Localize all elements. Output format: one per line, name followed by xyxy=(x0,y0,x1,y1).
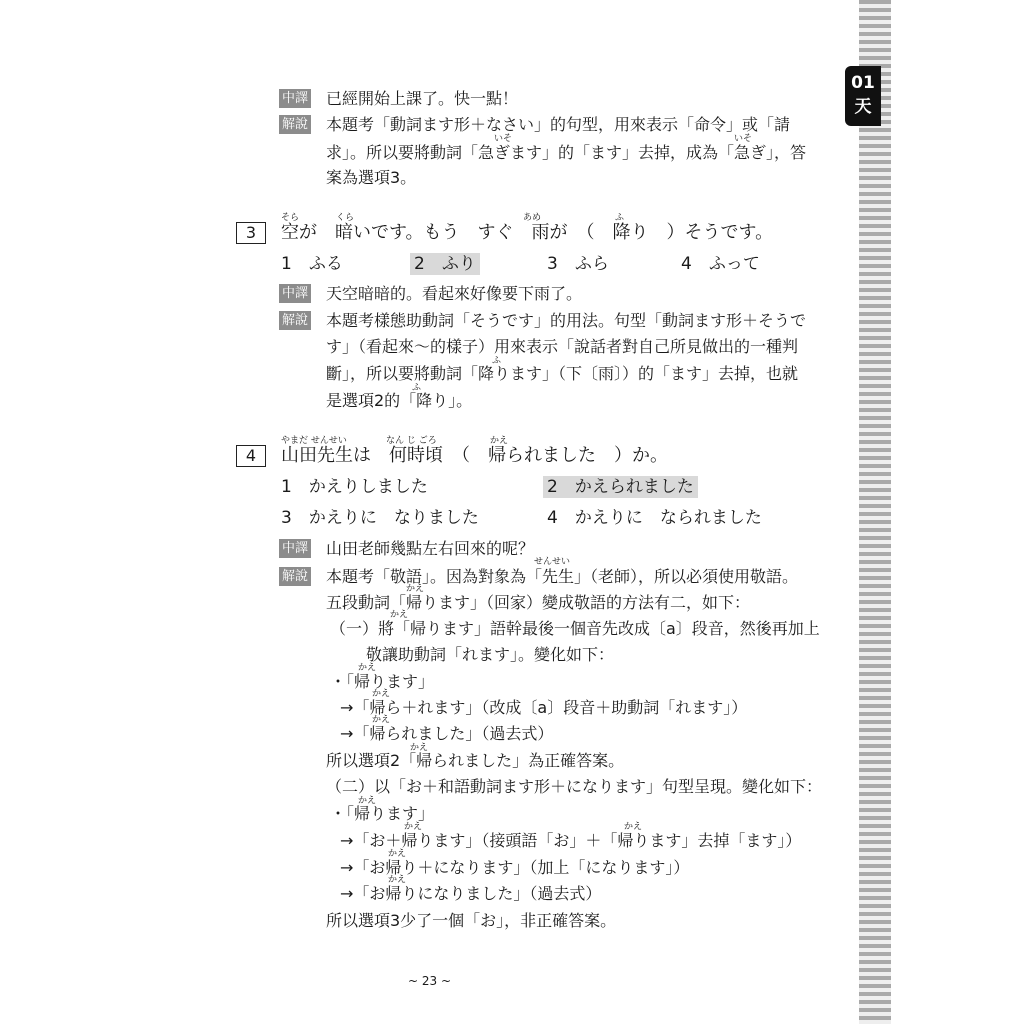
ruby: かえ xyxy=(372,715,391,725)
q3-explanation-line: 是選項2的「降り」。 xyxy=(326,391,473,410)
ruby: あめ xyxy=(523,213,542,223)
ruby: かえ xyxy=(410,743,429,753)
prev-explanation-line: 求」。所以要將動詞「急ぎます」的「ます」去掉，成為「急ぎ」，答 xyxy=(326,143,807,162)
q4-explanation-line: →「お帰りになりました」（過去式） xyxy=(340,884,602,903)
q4-explanation-line: 所以選項3少了一個「お」，非正確答案。 xyxy=(326,911,617,930)
q4-explanation-line: ・「帰ります」 xyxy=(330,804,435,823)
ruby: くら xyxy=(336,213,355,223)
q4-explanation-line: →「お帰り＋になります」（加上「になります」） xyxy=(340,858,690,877)
ruby: いそ xyxy=(734,134,753,144)
option: 4 かえりに なられました xyxy=(547,508,762,528)
option: 3 ふら xyxy=(547,254,609,274)
ruby: かえ xyxy=(388,849,407,859)
q4-translation: 山田老師幾點左右回來的呢？ xyxy=(326,539,535,558)
ruby: ふ xyxy=(412,383,422,393)
translation-tag: 中譯 xyxy=(279,284,311,303)
q4-explanation-line: ・「帰ります」 xyxy=(330,672,435,691)
ruby: かえ xyxy=(388,875,407,885)
question-sentence: 山田先生は 何時頃 （ 帰られました ）か。 xyxy=(281,445,668,466)
translation-tag: 中譯 xyxy=(279,539,311,558)
ruby: かえ xyxy=(490,436,509,446)
question-number: 4 xyxy=(236,445,266,467)
question-sentence: 空が 暗いです。もう すぐ 雨が （ 降り ）そうです。 xyxy=(281,222,774,243)
q4-explanation-line: →「帰られました」（過去式） xyxy=(340,724,554,743)
ruby: そら xyxy=(281,213,300,223)
explanation-tag: 解說 xyxy=(279,115,311,134)
page-edge-stripes xyxy=(859,0,891,1024)
prev-explanation-line: 本題考「動詞ます形＋なさい」的句型，用來表示「命令」或「請 xyxy=(326,115,791,134)
option-correct: 2 かえられました xyxy=(543,476,698,498)
q3-translation: 天空暗暗的。看起來好像要下雨了。 xyxy=(326,284,583,303)
q3-explanation-line: 本題考樣態助動詞「そうです」的用法。句型「動詞ます形＋そうで xyxy=(326,311,807,330)
ruby: せんせい xyxy=(534,557,571,567)
q4-explanation-line: 五段動詞「帰ります」（回家）變成敬語的方法有二，如下： xyxy=(326,593,751,612)
q3-explanation-line: 斷」，所以要將動詞「降ります」（下〔雨〕）的「ます」去掉，也就 xyxy=(326,364,799,383)
explanation-tag: 解說 xyxy=(279,311,311,330)
ruby: かえ xyxy=(390,610,409,620)
q3-explanation-line: す」（看起來〜的樣子）用來表示「說話者對自己所見做出的一種判 xyxy=(326,337,799,356)
q4-explanation-line: →「お＋帰ります」（接頭語「お」＋「帰ります」去掉「ます」） xyxy=(340,831,802,850)
ruby: かえ xyxy=(372,689,391,699)
chapter-label: 天 xyxy=(854,97,872,117)
option: 4 ふって xyxy=(681,254,760,274)
ruby: かえ xyxy=(358,663,377,673)
chapter-number: 01 xyxy=(851,73,875,93)
q4-explanation-line: →「帰ら＋れます」（改成〔a〕段音＋助動詞「れます」） xyxy=(340,698,748,717)
translation-tag: 中譯 xyxy=(279,89,311,108)
q4-explanation-line: 敬讓助動詞「れます」。變化如下： xyxy=(366,645,615,664)
ruby: かえ xyxy=(404,822,423,832)
ruby: かえ xyxy=(358,796,377,806)
page-number: ~ 23 ~ xyxy=(407,974,451,988)
ruby: なん じ ごろ xyxy=(386,436,437,446)
option-correct: 2 ふり xyxy=(410,253,480,275)
ruby: かえ xyxy=(624,822,643,832)
ruby: ふ xyxy=(492,356,502,366)
ruby: いそ xyxy=(494,134,513,144)
q4-explanation-line: （一）將「帰ります」語幹最後一個音先改成〔a〕段音，然後再加上 xyxy=(330,619,820,638)
q4-explanation-line: 本題考「敬語」。因為對象為「先生」（老師），所以必須使用敬語。 xyxy=(326,567,799,586)
option: 3 かえりに なりました xyxy=(281,508,479,528)
ruby: ふ xyxy=(615,213,625,223)
prev-translation: 已經開始上課了。快一點！ xyxy=(326,89,519,108)
q4-explanation-line: （二）以「お＋和語動詞ます形＋になります」句型呈現。變化如下： xyxy=(326,777,823,796)
q4-explanation-line: 所以選項2「帰られました」為正確答案。 xyxy=(326,751,625,770)
option: 1 かえりしました xyxy=(281,477,428,497)
ruby: やまだ せんせい xyxy=(281,436,347,446)
question-number: 3 xyxy=(236,222,266,244)
ruby: かえ xyxy=(406,584,425,594)
option: 1 ふる xyxy=(281,254,343,274)
explanation-tag: 解說 xyxy=(279,567,311,586)
prev-explanation-line: 案為選項3。 xyxy=(326,168,417,187)
